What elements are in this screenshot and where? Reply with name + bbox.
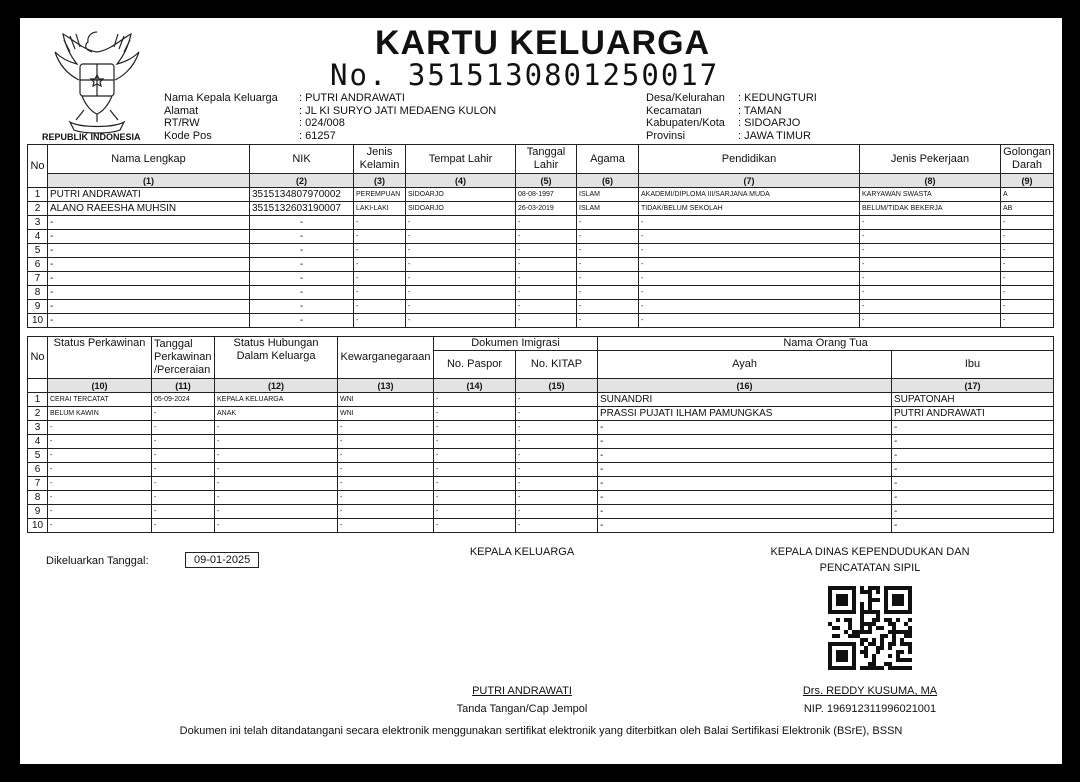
table-cell: - xyxy=(860,244,1001,258)
table-cell: - xyxy=(1001,314,1054,328)
agency-head-title-line1: KEPALA DINAS KEPENDUDUKAN DAN xyxy=(770,546,970,558)
table-cell: BELUM/TIDAK BEKERJA xyxy=(860,202,1001,216)
table-cell: - xyxy=(516,421,598,435)
column-header: Ayah xyxy=(598,351,892,379)
info-label: Kode Pos xyxy=(164,129,212,142)
column-header: No. Paspor xyxy=(434,351,516,379)
table-cell: - xyxy=(1001,216,1054,230)
column-header: Agama xyxy=(577,145,639,174)
table-cell: - xyxy=(354,230,406,244)
head-of-family-name: PUTRI ANDRAWATI xyxy=(472,685,572,697)
column-number: (1) xyxy=(48,174,250,188)
table-cell: - xyxy=(406,258,516,272)
table-row xyxy=(28,202,1054,216)
table-cell: - xyxy=(516,230,577,244)
table-cell: - xyxy=(250,300,354,314)
table-cell: 08-08-1997 xyxy=(516,188,577,202)
table-cell: 3515132603190007 xyxy=(250,202,354,216)
table-cell: SUPATONAH xyxy=(892,393,1054,407)
table-cell: 1 xyxy=(28,393,48,407)
column-header: Status Perkawinan xyxy=(48,337,152,379)
table-cell: - xyxy=(338,463,434,477)
info-label: Desa/Kelurahan xyxy=(646,92,725,104)
table-cell: - xyxy=(48,463,152,477)
status-table xyxy=(27,336,1054,533)
head-of-family-label: KEPALA KELUARGA xyxy=(469,546,575,558)
table-cell: - xyxy=(860,216,1001,230)
column-number: (12) xyxy=(215,379,338,393)
table-cell: - xyxy=(577,230,639,244)
table-cell: - xyxy=(152,407,215,421)
table-row xyxy=(28,300,1054,314)
table-cell: - xyxy=(406,230,516,244)
table-cell: - xyxy=(598,505,892,519)
table-cell: - xyxy=(338,421,434,435)
table-cell: AKADEMI/DIPLOMA III/SARJANA MUDA xyxy=(639,188,860,202)
table-cell: KEPALA KELUARGA xyxy=(215,393,338,407)
info-value: : 61257 xyxy=(299,129,336,142)
table-cell: - xyxy=(434,505,516,519)
table-cell: - xyxy=(598,519,892,533)
info-value: : JL KI SURYO JATI MEDAENG KULON xyxy=(299,104,497,117)
table-cell: WNI xyxy=(338,407,434,421)
table-cell: BELUM KAWIN xyxy=(48,407,152,421)
table-cell: - xyxy=(516,463,598,477)
column-number: (8) xyxy=(860,174,1001,188)
table-cell: - xyxy=(338,477,434,491)
table-cell: - xyxy=(892,421,1054,435)
table-cell: 5 xyxy=(28,244,48,258)
agency-head-name: Drs. REDDY KUSUMA, MA xyxy=(802,685,938,697)
column-number: (4) xyxy=(406,174,516,188)
table-cell: AB xyxy=(1001,202,1054,216)
table-cell: - xyxy=(860,258,1001,272)
table-cell: - xyxy=(152,435,215,449)
table-cell: ANAK xyxy=(215,407,338,421)
table-cell: - xyxy=(639,286,860,300)
table-cell: - xyxy=(639,230,860,244)
members-header-row xyxy=(28,145,1054,174)
table-cell: - xyxy=(516,272,577,286)
table-cell: - xyxy=(406,314,516,328)
table-cell: - xyxy=(434,421,516,435)
table-row xyxy=(28,421,1054,435)
table-cell: - xyxy=(48,216,250,230)
table-cell: 7 xyxy=(28,477,48,491)
table-cell: - xyxy=(598,491,892,505)
family-card-document xyxy=(20,18,1062,764)
table-row xyxy=(28,314,1054,328)
table-cell: - xyxy=(338,491,434,505)
table-cell: 2 xyxy=(28,407,48,421)
table-cell: - xyxy=(434,435,516,449)
members-table xyxy=(27,144,1054,328)
table-cell: - xyxy=(215,519,338,533)
table-cell: - xyxy=(516,491,598,505)
table-cell: 2 xyxy=(28,202,48,216)
table-cell: 6 xyxy=(28,258,48,272)
table-cell: - xyxy=(892,449,1054,463)
table-cell: 9 xyxy=(28,505,48,519)
table-cell: - xyxy=(516,477,598,491)
table-cell: 4 xyxy=(28,435,48,449)
table-cell: 5 xyxy=(28,449,48,463)
issued-date-value: 09-01-2025 xyxy=(185,552,259,568)
table-cell: - xyxy=(250,230,354,244)
table-cell: - xyxy=(516,244,577,258)
status-header-row xyxy=(28,337,1054,351)
column-number: (16) xyxy=(598,379,892,393)
table-cell: - xyxy=(434,407,516,421)
table-row xyxy=(28,519,1054,533)
info-label: RT/RW xyxy=(164,117,200,129)
table-cell: CERAI TERCATAT xyxy=(48,393,152,407)
table-row xyxy=(28,258,1054,272)
table-cell: A xyxy=(1001,188,1054,202)
column-number: (13) xyxy=(338,379,434,393)
table-cell: - xyxy=(48,300,250,314)
table-cell: - xyxy=(215,435,338,449)
table-cell: - xyxy=(860,230,1001,244)
info-value: : JAWA TIMUR xyxy=(738,129,811,142)
table-cell: - xyxy=(598,449,892,463)
column-header: Nama Lengkap xyxy=(48,145,250,174)
table-cell: - xyxy=(516,435,598,449)
table-cell: - xyxy=(152,421,215,435)
table-cell: - xyxy=(639,272,860,286)
table-cell: - xyxy=(516,449,598,463)
table-row xyxy=(28,505,1054,519)
table-cell: - xyxy=(598,435,892,449)
table-cell: 7 xyxy=(28,272,48,286)
table-cell: - xyxy=(354,272,406,286)
table-cell: - xyxy=(48,314,250,328)
table-cell: - xyxy=(215,421,338,435)
column-number: (10) xyxy=(48,379,152,393)
table-cell: - xyxy=(406,272,516,286)
column-number: (14) xyxy=(434,379,516,393)
table-cell: - xyxy=(48,449,152,463)
table-cell: - xyxy=(338,505,434,519)
column-number: (5) xyxy=(516,174,577,188)
table-cell: - xyxy=(250,258,354,272)
column-header: Jenis Pekerjaan xyxy=(860,145,1001,174)
column-number: (17) xyxy=(892,379,1054,393)
agency-head-title-line2: PENCATATAN SIPIL xyxy=(819,562,921,574)
table-cell: 3 xyxy=(28,216,48,230)
table-cell: - xyxy=(598,477,892,491)
table-cell: - xyxy=(354,258,406,272)
column-number: (3) xyxy=(354,174,406,188)
table-cell: - xyxy=(152,477,215,491)
table-cell: ISLAM xyxy=(577,202,639,216)
table-row xyxy=(28,491,1054,505)
table-cell: - xyxy=(354,244,406,258)
table-cell: LAKI-LAKI xyxy=(354,202,406,216)
column-number: (7) xyxy=(639,174,860,188)
column-number xyxy=(28,379,48,393)
table-cell: - xyxy=(639,216,860,230)
table-cell: 8 xyxy=(28,286,48,300)
table-row xyxy=(28,407,1054,421)
column-header: Pendidikan xyxy=(639,145,860,174)
column-header: Kewarganegaraan xyxy=(338,337,434,379)
table-cell: - xyxy=(516,216,577,230)
table-row xyxy=(28,272,1054,286)
table-cell: - xyxy=(639,300,860,314)
table-cell: - xyxy=(892,477,1054,491)
column-header: Ibu xyxy=(892,351,1054,379)
table-cell: - xyxy=(48,272,250,286)
info-label: Kabupaten/Kota xyxy=(646,117,725,129)
column-header: No xyxy=(28,337,48,379)
column-header: Golongan Darah xyxy=(1001,145,1054,174)
table-cell: 9 xyxy=(28,300,48,314)
table-cell: - xyxy=(250,272,354,286)
table-cell: - xyxy=(434,519,516,533)
info-value: : KEDUNGTURI xyxy=(738,92,817,104)
table-cell: - xyxy=(892,435,1054,449)
table-cell: - xyxy=(860,286,1001,300)
table-cell: - xyxy=(48,244,250,258)
table-cell: - xyxy=(406,216,516,230)
table-cell: 10 xyxy=(28,519,48,533)
info-value: : 024/008 xyxy=(299,117,345,129)
electronic-signature-disclaimer: Dokumen ini telah ditandatangani secara elektronik menggunakan sertifikat elektronik yang diterbitkan oleh Balai Sertifikasi Elektronik (BSrE), BSSN xyxy=(179,725,903,737)
table-cell: SUNANDRI xyxy=(598,393,892,407)
table-cell: - xyxy=(860,314,1001,328)
table-cell: - xyxy=(1001,258,1054,272)
table-cell: PRASSI PUJATI ILHAM PAMUNGKAS xyxy=(598,407,892,421)
document-title: KARTU KELUARGA xyxy=(375,24,711,62)
table-cell: - xyxy=(516,286,577,300)
info-label: Alamat xyxy=(164,104,199,117)
table-cell: - xyxy=(639,258,860,272)
table-cell: - xyxy=(354,314,406,328)
table-cell: - xyxy=(434,463,516,477)
table-cell: PUTRI ANDRAWATI xyxy=(892,407,1054,421)
table-row xyxy=(28,216,1054,230)
table-cell: - xyxy=(354,216,406,230)
table-cell: - xyxy=(48,230,250,244)
table-row xyxy=(28,463,1054,477)
table-cell: - xyxy=(250,286,354,300)
column-header: Nama Orang Tua xyxy=(598,337,1054,351)
table-cell: - xyxy=(406,286,516,300)
table-row xyxy=(28,244,1054,258)
table-cell: - xyxy=(215,463,338,477)
table-cell: PUTRI ANDRAWATI xyxy=(48,188,250,202)
table-cell: - xyxy=(215,477,338,491)
info-value: : SIDOARJO xyxy=(738,117,801,129)
table-cell: - xyxy=(152,463,215,477)
table-cell: - xyxy=(892,463,1054,477)
table-cell: - xyxy=(577,300,639,314)
column-header: Tanggal Perkawinan /Perceraian xyxy=(152,337,215,379)
column-header: No. KITAP xyxy=(516,351,598,379)
table-cell: - xyxy=(250,216,354,230)
household-info-left xyxy=(164,92,496,142)
garuda-emblem-icon xyxy=(42,26,152,136)
table-cell: 26-03-2019 xyxy=(516,202,577,216)
table-cell: - xyxy=(152,505,215,519)
table-cell: - xyxy=(338,519,434,533)
table-cell: - xyxy=(48,286,250,300)
table-cell: - xyxy=(152,519,215,533)
column-number: (6) xyxy=(577,174,639,188)
table-cell: - xyxy=(577,258,639,272)
members-colnum-row xyxy=(28,174,1054,188)
signature-caption: Tanda Tangan/Cap Jempol xyxy=(456,703,588,715)
table-cell: 3 xyxy=(28,421,48,435)
agency-head-nip: NIP. 196912311996021001 xyxy=(803,703,937,715)
table-cell: - xyxy=(577,314,639,328)
table-cell: - xyxy=(354,300,406,314)
table-cell: - xyxy=(860,300,1001,314)
table-cell: - xyxy=(516,519,598,533)
table-cell: - xyxy=(250,314,354,328)
table-row xyxy=(28,449,1054,463)
table-cell: - xyxy=(516,300,577,314)
table-cell: - xyxy=(1001,272,1054,286)
column-header: Dokumen Imigrasi xyxy=(434,337,598,351)
table-cell: - xyxy=(598,421,892,435)
table-cell: - xyxy=(406,300,516,314)
table-cell: - xyxy=(639,244,860,258)
qr-code-icon xyxy=(828,586,912,670)
table-cell: - xyxy=(577,286,639,300)
table-row xyxy=(28,286,1054,300)
info-label: Kecamatan xyxy=(646,104,702,117)
table-cell: PEREMPUAN xyxy=(354,188,406,202)
table-cell: 05-09-2024 xyxy=(152,393,215,407)
info-label: Nama Kepala Keluarga xyxy=(164,92,278,104)
table-cell: - xyxy=(434,393,516,407)
table-cell: - xyxy=(860,272,1001,286)
table-cell: - xyxy=(48,491,152,505)
table-cell: - xyxy=(48,421,152,435)
info-value: : TAMAN xyxy=(738,104,782,117)
table-cell: - xyxy=(406,244,516,258)
table-cell: - xyxy=(215,491,338,505)
table-cell: - xyxy=(516,407,598,421)
table-cell: ALANO RAEESHA MUHSIN xyxy=(48,202,250,216)
table-cell: - xyxy=(215,449,338,463)
column-number: (9) xyxy=(1001,174,1054,188)
table-cell: KARYAWAN SWASTA xyxy=(860,188,1001,202)
table-cell: - xyxy=(338,435,434,449)
column-header: Tempat Lahir xyxy=(406,145,516,174)
table-cell: - xyxy=(516,314,577,328)
family-card-number: No. 3515130801250017 xyxy=(330,58,720,92)
table-cell: - xyxy=(338,449,434,463)
table-cell: - xyxy=(639,314,860,328)
table-cell: - xyxy=(215,505,338,519)
table-cell: SIDOARJO xyxy=(406,202,516,216)
column-number: (15) xyxy=(516,379,598,393)
table-cell: 6 xyxy=(28,463,48,477)
table-cell: - xyxy=(1001,230,1054,244)
table-cell: - xyxy=(434,477,516,491)
table-cell: - xyxy=(434,449,516,463)
table-cell: - xyxy=(516,505,598,519)
table-cell: 1 xyxy=(28,188,48,202)
table-cell: - xyxy=(1001,300,1054,314)
table-cell: - xyxy=(892,519,1054,533)
table-cell: 4 xyxy=(28,230,48,244)
republic-label: REPUBLIK INDONESIA xyxy=(42,132,141,142)
table-cell: - xyxy=(892,491,1054,505)
table-cell: - xyxy=(354,286,406,300)
table-cell: TIDAK/BELUM SEKOLAH xyxy=(639,202,860,216)
column-header: NIK xyxy=(250,145,354,174)
table-cell: ISLAM xyxy=(577,188,639,202)
table-row xyxy=(28,393,1054,407)
table-cell: WNI xyxy=(338,393,434,407)
table-cell: - xyxy=(48,505,152,519)
column-header: Tanggal Lahir xyxy=(516,145,577,174)
table-cell: - xyxy=(48,435,152,449)
table-cell: - xyxy=(516,258,577,272)
table-cell: - xyxy=(152,491,215,505)
table-cell: - xyxy=(598,463,892,477)
table-cell: 10 xyxy=(28,314,48,328)
table-cell: - xyxy=(434,491,516,505)
column-header: No xyxy=(28,145,48,188)
column-number: (11) xyxy=(152,379,215,393)
table-cell: - xyxy=(1001,286,1054,300)
table-row xyxy=(28,188,1054,202)
issued-date-label: Dikeluarkan Tanggal: xyxy=(46,555,149,567)
table-cell: - xyxy=(1001,244,1054,258)
table-cell: - xyxy=(516,393,598,407)
table-cell: - xyxy=(48,258,250,272)
table-cell: - xyxy=(152,449,215,463)
table-cell: - xyxy=(577,216,639,230)
table-cell: - xyxy=(892,505,1054,519)
table-row xyxy=(28,230,1054,244)
table-cell: - xyxy=(577,272,639,286)
table-row xyxy=(28,477,1054,491)
table-cell: - xyxy=(48,477,152,491)
table-cell: SIDOARJO xyxy=(406,188,516,202)
table-cell: 8 xyxy=(28,491,48,505)
status-colnum-row xyxy=(28,379,1054,393)
table-row xyxy=(28,435,1054,449)
column-header: Jenis Kelamin xyxy=(354,145,406,174)
info-value: : PUTRI ANDRAWATI xyxy=(299,92,405,104)
household-info-right xyxy=(646,92,817,142)
table-cell: - xyxy=(250,244,354,258)
table-cell: - xyxy=(577,244,639,258)
info-label: Provinsi xyxy=(646,129,686,142)
table-cell: - xyxy=(48,519,152,533)
column-number: (2) xyxy=(250,174,354,188)
table-cell: 3515134807970002 xyxy=(250,188,354,202)
column-header: Status Hubungan Dalam Keluarga xyxy=(215,337,338,379)
